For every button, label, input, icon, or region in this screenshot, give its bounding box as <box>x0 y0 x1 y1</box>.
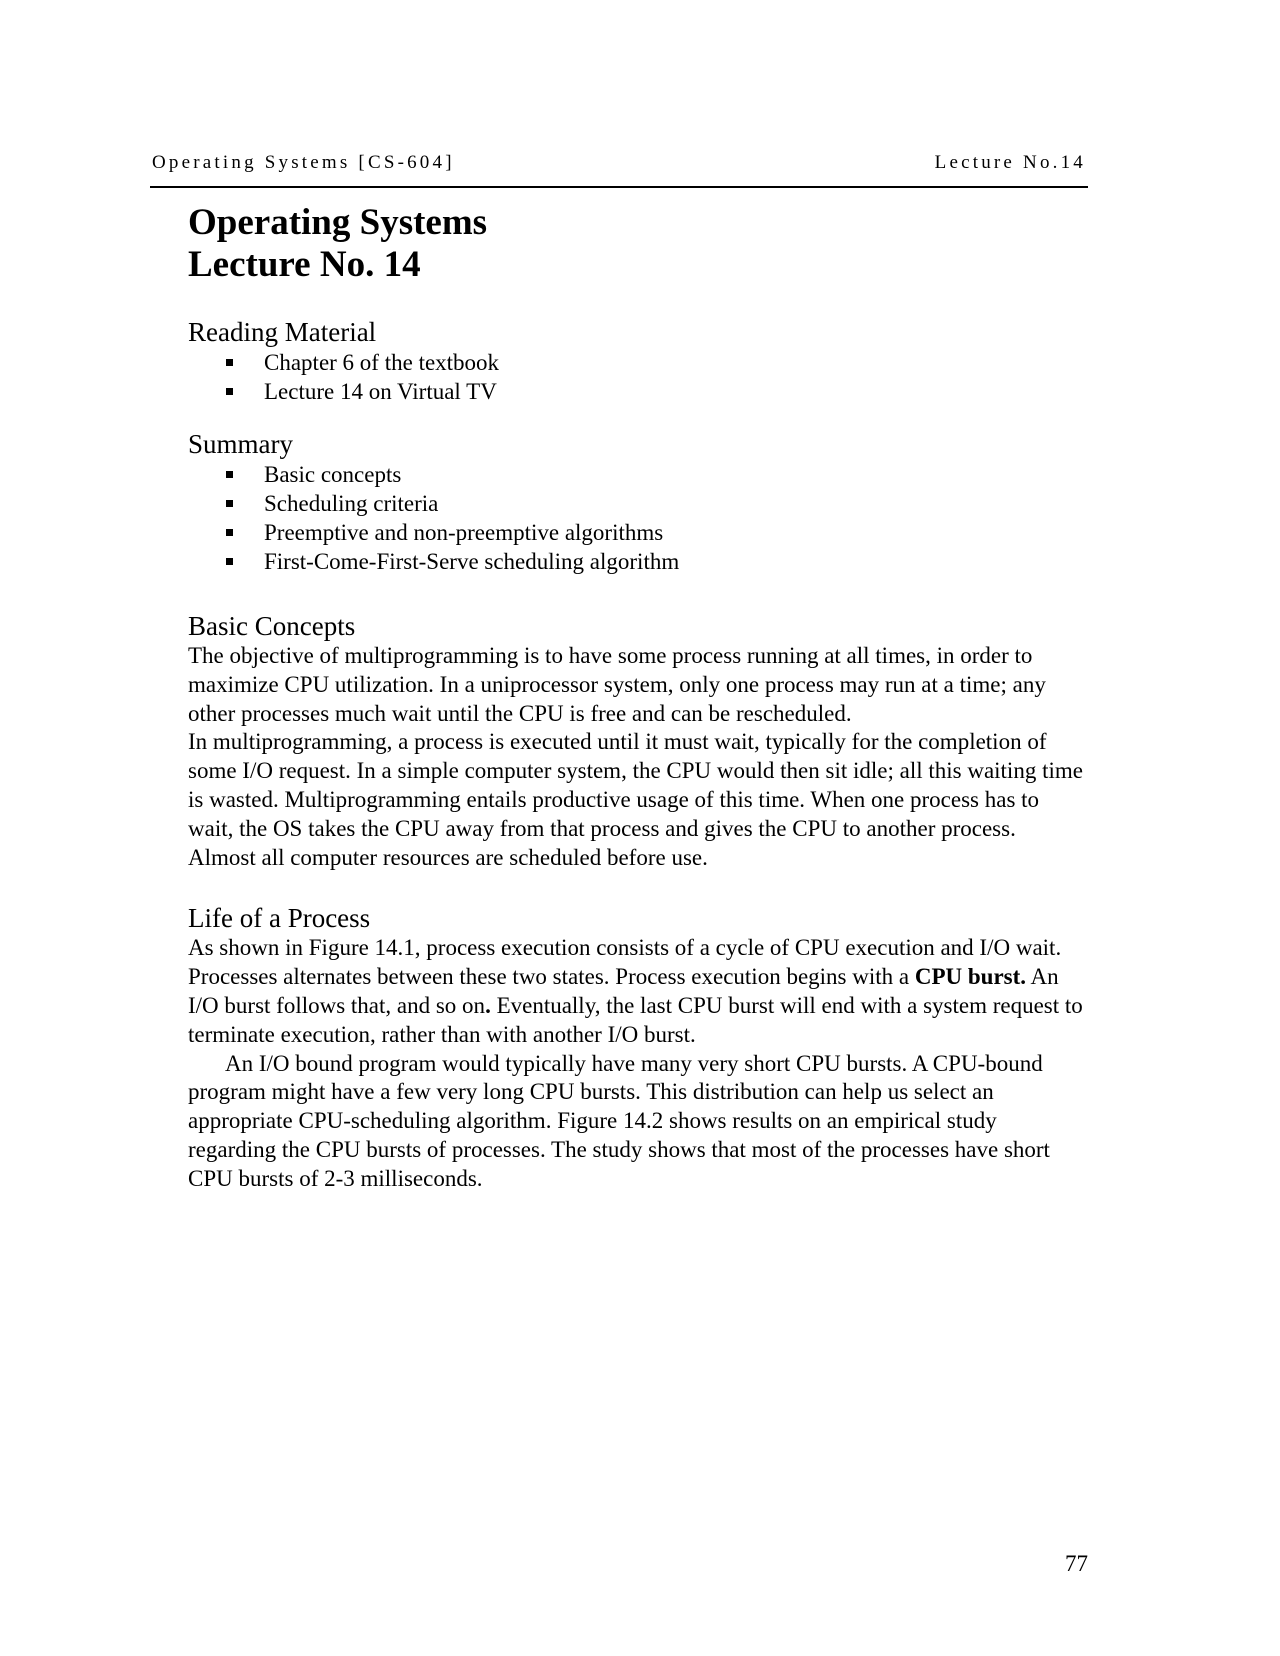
reading-material-list <box>188 348 1088 406</box>
square-bullet-icon <box>226 388 233 395</box>
list-item <box>226 377 1088 406</box>
page-header <box>150 148 1088 188</box>
square-bullet-icon <box>226 558 233 565</box>
list-item <box>226 489 1088 518</box>
list-item-text: First-Come-First-Serve scheduling algorithm <box>264 549 680 574</box>
paragraph-text: Eventually, the last CPU burst will end with a system request to terminate execution, rather than with another I/O burst. <box>188 992 1083 1047</box>
page-title <box>188 202 1088 286</box>
square-bullet-icon <box>226 500 233 507</box>
basic-concepts-paragraph-2: In multiprogramming, a process is executed until it must wait, typically for the completion of some I/O request. In a simple computer system, the CPU would then sit idle; all this waiting time is wasted. Multiprogramming entails productive usage of this time. When one process has to wait, the OS takes the CPU away from that process and gives the CPU to another process. Almost all computer resources are scheduled before use. <box>188 729 1083 870</box>
summary-list <box>188 460 1088 576</box>
page-content <box>188 202 1088 1194</box>
list-item-text: Lecture 14 on Virtual TV <box>264 379 497 404</box>
list-item-text: Chapter 6 of the textbook <box>264 350 500 375</box>
list-item <box>226 518 1088 547</box>
life-of-process-heading: Life of a Process <box>188 903 371 934</box>
list-item-text: Basic concepts <box>264 462 402 487</box>
title-line-2: Lecture No. 14 <box>188 244 421 285</box>
paragraph-text: As shown in Figure 14.1, process execution consists of a cycle of CPU execution and I/O wait. Processes alternates between these two states. Process execution begins with a <box>188 935 1062 990</box>
list-item <box>226 547 1088 576</box>
list-item <box>226 348 1088 377</box>
square-bullet-icon <box>226 359 233 366</box>
life-of-process-paragraph-1 <box>188 934 1088 1049</box>
cpu-burst-term: CPU burst. <box>914 964 1027 990</box>
header-lecture-number: Lecture No.14 <box>934 152 1086 173</box>
list-item <box>226 460 1088 489</box>
summary-heading: Summary <box>188 429 293 459</box>
life-of-process-paragraph-2: An I/O bound program would typically have many very short CPU bursts. A CPU-bound program might have a few very long CPU bursts. This distribution can help us select an appropriate CPU-scheduling algorithm. Figure 14.2 shows results on an empirical study regarding the CPU bursts of processes. The study shows that most of the processes have short CPU bursts of 2-3 milliseconds. <box>188 1050 1050 1191</box>
basic-concepts-heading: Basic Concepts <box>188 611 356 641</box>
square-bullet-icon <box>226 529 233 536</box>
page-number: 77 <box>1065 1551 1088 1576</box>
header-course-title: Operating Systems [CS-604] <box>152 152 455 173</box>
list-item-text: Scheduling criteria <box>264 491 439 516</box>
basic-concepts-paragraph-1: The objective of multiprogramming is to have some process running at all times, in order to maximize CPU utilization. In a uniprocessor system, only one process may run at a time; any other processes much wait until the CPU is free and can be rescheduled. <box>188 643 1046 726</box>
square-bullet-icon <box>226 471 233 478</box>
title-line-1: Operating Systems <box>188 202 488 243</box>
list-item-text: Preemptive and non-preemptive algorithms <box>264 520 664 545</box>
reading-material-heading: Reading Material <box>188 317 377 347</box>
paragraph-text: An I/O burst follows that, and so on <box>188 964 1059 1018</box>
bold-period: . <box>485 992 491 1018</box>
